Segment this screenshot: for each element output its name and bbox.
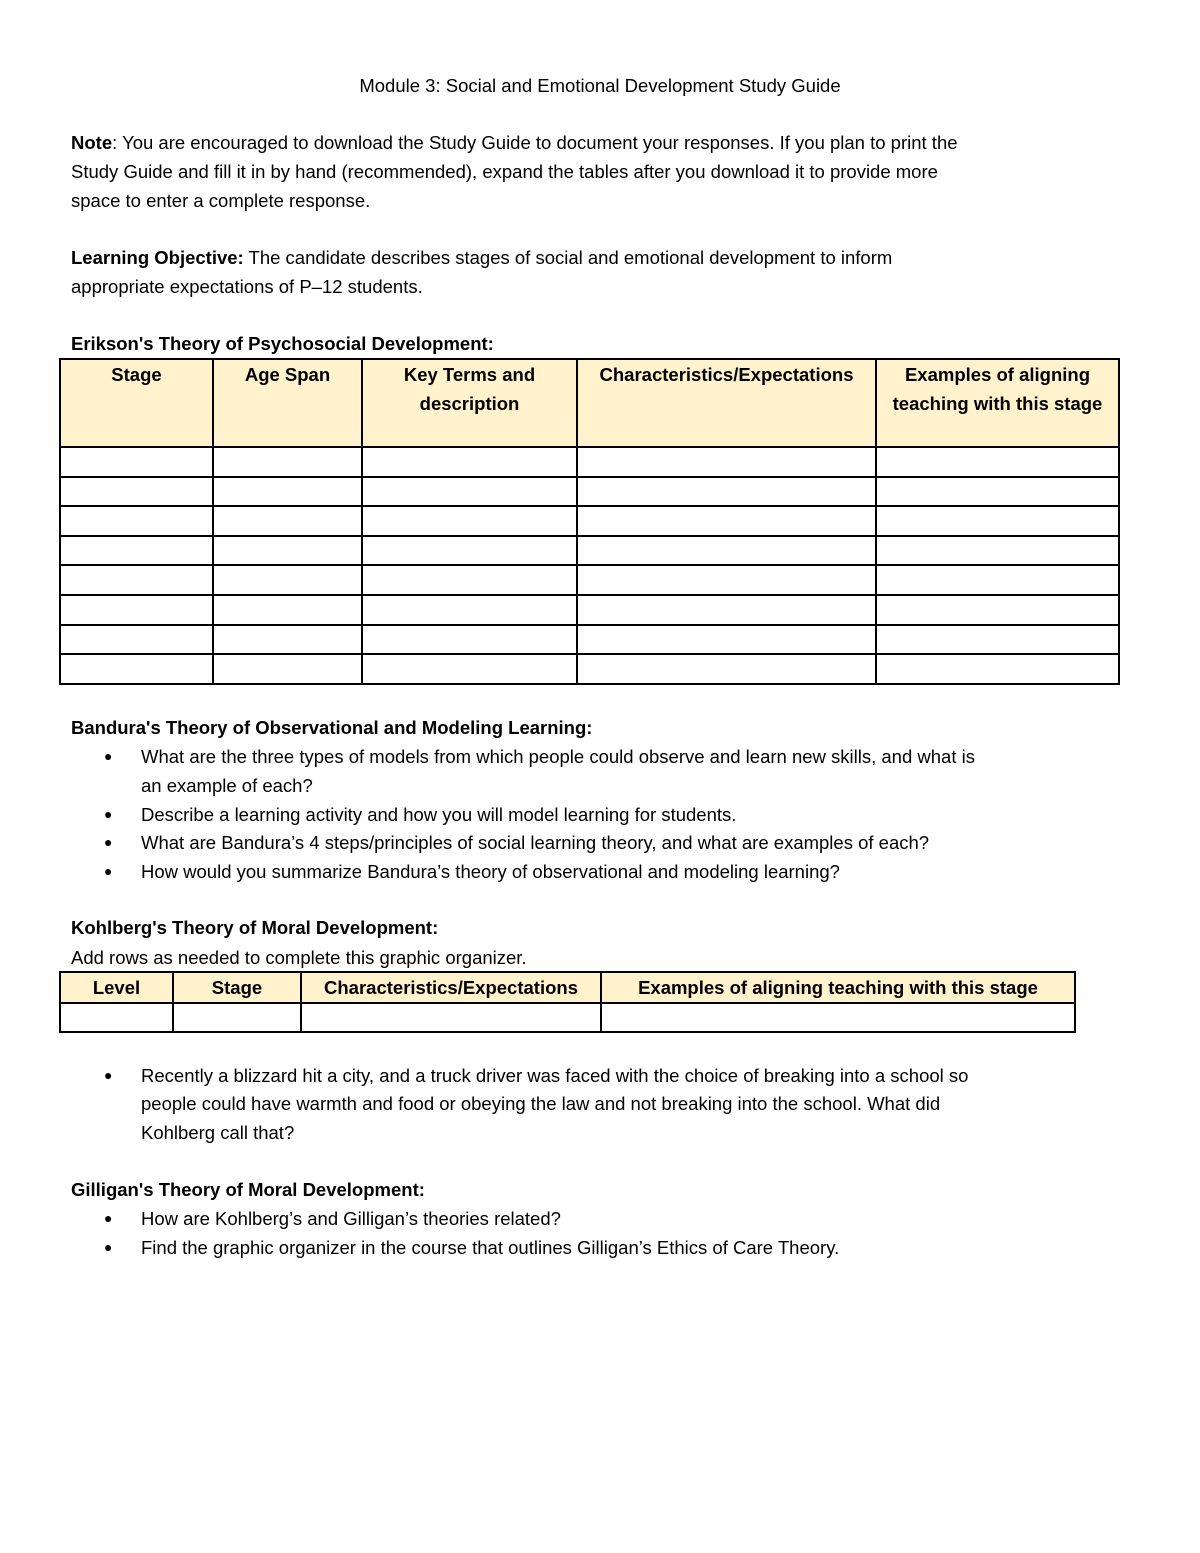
- table-cell[interactable]: [173, 1003, 301, 1032]
- table-cell[interactable]: [577, 595, 876, 625]
- bandura-q4: How would you summarize Bandura’s theory of observational and modeling learning?: [141, 861, 840, 882]
- header-age-span: Age Span: [213, 359, 362, 447]
- bandura-q1-line-1: What are the three types of models from which people could observe and learn new skills, and what is: [141, 746, 975, 767]
- kohlberg-q-line-2: people could have warmth and food or obeying the law and not breaking into the school. What did: [141, 1093, 941, 1114]
- bandura-q1-line-2: an example of each?: [141, 775, 313, 796]
- table-cell[interactable]: [60, 536, 213, 566]
- table-row: [60, 625, 1119, 655]
- note-line-3: space to enter a complete response.: [71, 190, 371, 211]
- table-cell[interactable]: [876, 447, 1119, 477]
- objective-line-2: appropriate expectations of P–12 students.: [71, 276, 423, 297]
- table-cell[interactable]: [362, 595, 577, 625]
- bullet-icon: ●: [104, 748, 113, 764]
- table-cell[interactable]: [213, 595, 362, 625]
- table-cell[interactable]: [876, 595, 1119, 625]
- table-cell[interactable]: [60, 506, 213, 536]
- table-cell[interactable]: [577, 565, 876, 595]
- bullet-icon: ●: [104, 834, 113, 850]
- header-characteristics: Characteristics/Expectations: [301, 972, 601, 1003]
- bandura-heading: Bandura's Theory of Observational and Modeling Learning:: [71, 717, 593, 738]
- table-cell[interactable]: [577, 506, 876, 536]
- table-cell[interactable]: [213, 506, 362, 536]
- table-cell[interactable]: [362, 477, 577, 507]
- table-cell[interactable]: [577, 625, 876, 655]
- gilligan-heading: Gilligan's Theory of Moral Development:: [71, 1179, 425, 1200]
- table-cell[interactable]: [213, 536, 362, 566]
- table-cell[interactable]: [577, 477, 876, 507]
- bullet-icon: ●: [104, 863, 113, 879]
- bullet-icon: ●: [104, 1210, 113, 1226]
- objective-line-1: Learning Objective: The candidate describes stages of social and emotional development to inform: [71, 247, 893, 268]
- kohlberg-instruction: Add rows as needed to complete this graphic organizer.: [71, 947, 527, 968]
- header-level: Level: [60, 972, 173, 1003]
- table-cell[interactable]: [60, 625, 213, 655]
- gilligan-q1: How are Kohlberg’s and Gilligan’s theories related?: [141, 1208, 561, 1229]
- bandura-q3: What are Bandura’s 4 steps/principles of social learning theory, and what are examples of each?: [141, 832, 930, 853]
- table-cell[interactable]: [362, 654, 577, 684]
- kohlberg-q-line-1: Recently a blizzard hit a city, and a truck driver was faced with the choice of breaking into a school so: [141, 1065, 969, 1086]
- bandura-q2: Describe a learning activity and how you will model learning for students.: [141, 804, 737, 825]
- table-cell[interactable]: [60, 654, 213, 684]
- table-row: [60, 536, 1119, 566]
- table-cell[interactable]: [876, 477, 1119, 507]
- erikson-heading: Erikson's Theory of Psychosocial Development:: [71, 333, 494, 354]
- table-cell[interactable]: [362, 565, 577, 595]
- table-row: [60, 595, 1119, 625]
- table-cell[interactable]: [876, 565, 1119, 595]
- bullet-icon: ●: [104, 1239, 113, 1255]
- table-cell[interactable]: [577, 447, 876, 477]
- table-cell[interactable]: [213, 447, 362, 477]
- note-line-1: Note: You are encouraged to download the Study Guide to document your responses. If you plan to print the: [71, 132, 958, 153]
- table-cell[interactable]: [60, 477, 213, 507]
- table-cell[interactable]: [213, 625, 362, 655]
- table-cell[interactable]: [213, 565, 362, 595]
- kohlberg-heading: Kohlberg's Theory of Moral Development:: [71, 917, 439, 938]
- erikson-table: [59, 358, 1120, 685]
- table-cell[interactable]: [362, 625, 577, 655]
- table-cell[interactable]: [60, 1003, 173, 1032]
- header-key-terms: Key Terms and description: [362, 359, 577, 447]
- note-line-2: Study Guide and fill it in by hand (recommended), expand the tables after you download it to provide more: [71, 161, 938, 182]
- header-characteristics: Characteristics/Expectations: [577, 359, 876, 447]
- gilligan-q2: Find the graphic organizer in the course that outlines Gilligan’s Ethics of Care Theory.: [141, 1237, 840, 1258]
- table-row: [60, 565, 1119, 595]
- header-stage: Stage: [173, 972, 301, 1003]
- table-cell[interactable]: [362, 506, 577, 536]
- header-stage: Stage: [60, 359, 213, 447]
- header-examples: Examples of aligning teaching with this stage: [601, 972, 1075, 1003]
- table-cell[interactable]: [362, 536, 577, 566]
- table-cell[interactable]: [362, 447, 577, 477]
- table-row: [60, 654, 1119, 684]
- table-cell[interactable]: [60, 447, 213, 477]
- kohlberg-table: [59, 971, 1076, 1033]
- table-row: [60, 506, 1119, 536]
- kohlberg-q-line-3: Kohlberg call that?: [141, 1122, 295, 1143]
- table-cell[interactable]: [876, 654, 1119, 684]
- table-cell[interactable]: [301, 1003, 601, 1032]
- page-title: Module 3: Social and Emotional Development Study Guide: [359, 75, 841, 96]
- bullet-icon: ●: [104, 806, 113, 822]
- table-cell[interactable]: [876, 536, 1119, 566]
- table-cell[interactable]: [577, 536, 876, 566]
- table-cell[interactable]: [60, 595, 213, 625]
- table-row: [60, 447, 1119, 477]
- table-cell[interactable]: [601, 1003, 1075, 1032]
- table-cell[interactable]: [577, 654, 876, 684]
- table-cell[interactable]: [213, 654, 362, 684]
- table-cell[interactable]: [213, 477, 362, 507]
- table-cell[interactable]: [60, 565, 213, 595]
- table-cell[interactable]: [876, 625, 1119, 655]
- table-row: [60, 477, 1119, 507]
- bullet-icon: ●: [104, 1067, 113, 1083]
- table-cell[interactable]: [876, 506, 1119, 536]
- header-examples: Examples of aligning teaching with this stage: [876, 359, 1119, 447]
